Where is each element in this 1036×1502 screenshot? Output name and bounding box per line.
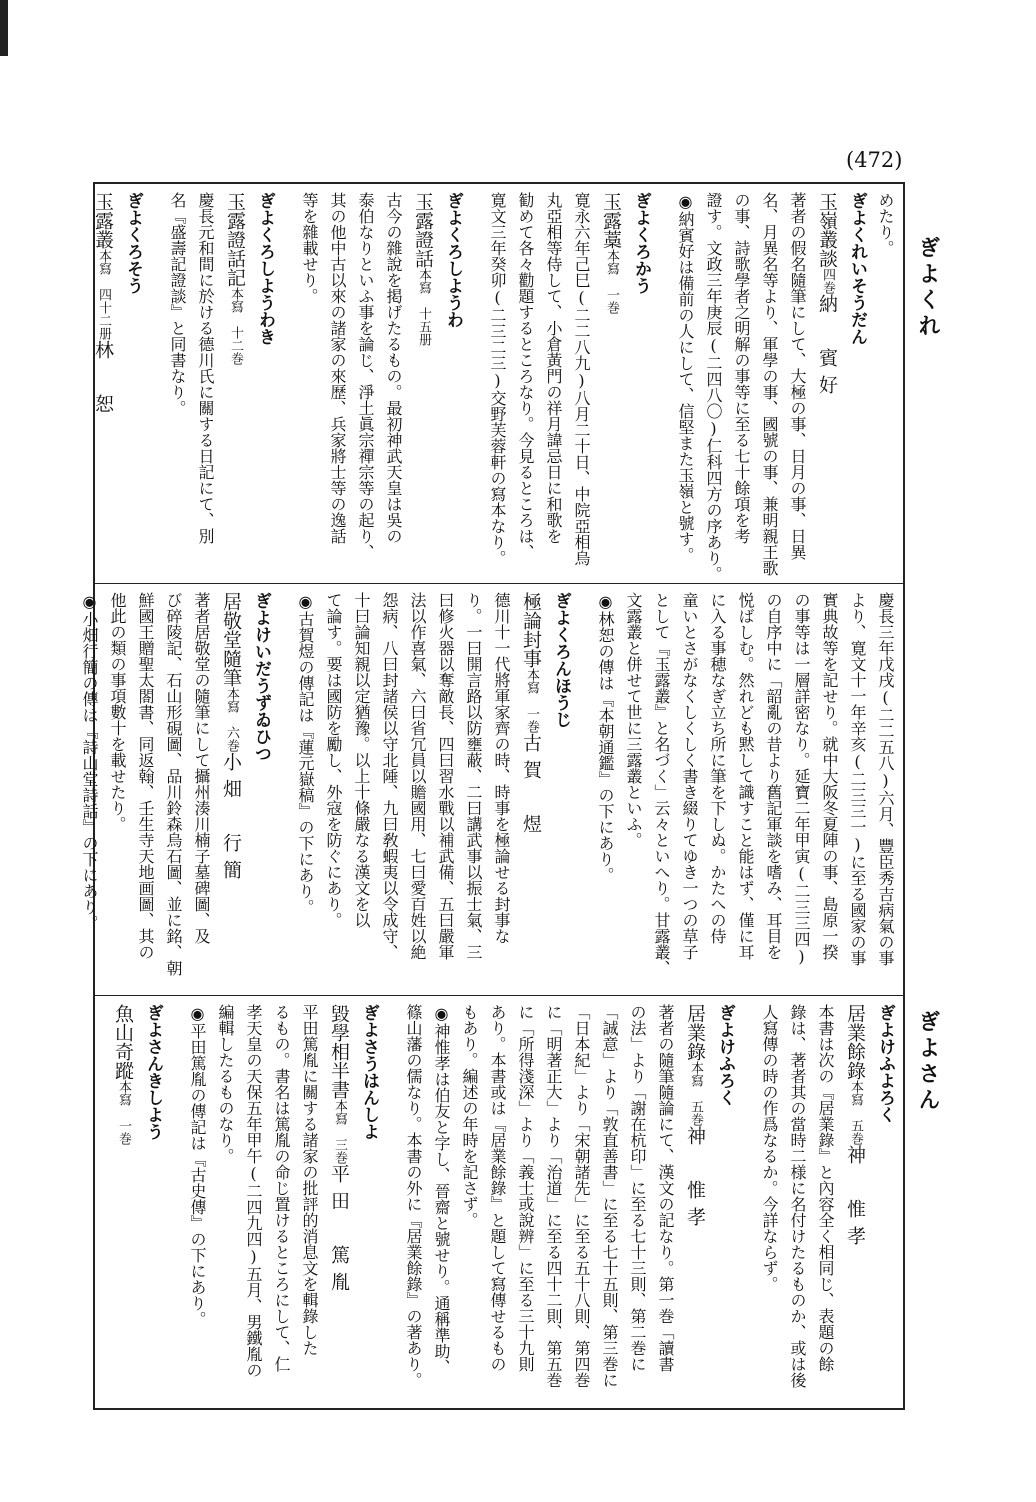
- entry-heading-reading: ぎよくれいそうだん: [847, 192, 867, 345]
- entry-text-line: 十曰論知親以定猶豫。以上十條嚴なる漢文を以: [352, 592, 371, 928]
- entry-text-line: るもの。書名は篤胤の命じ置けるところにして、仁: [272, 1004, 291, 1372]
- entry-separator: [149, 192, 161, 575]
- entry-text-line: 名、月異名等より、軍學の事、國號の事、兼明親王歌: [760, 192, 779, 576]
- entry-author: 神 惟孝: [684, 1126, 706, 1234]
- entry-text-line: の自序中に「韶亂の昔より舊記軍談を嗜み、耳目を: [764, 592, 783, 960]
- entry-text-line: 勧めて各々勸題するところなり。今見るところは、: [516, 192, 535, 560]
- entry-separator: [657, 192, 669, 575]
- entry-volume-info: 本寫 五巻: [848, 1080, 863, 1145]
- entry-title: [89, 192, 117, 575]
- entry-title-name: 玉露叢: [92, 192, 114, 249]
- entry-band-1: [92, 184, 903, 584]
- entry-title-name: 居業餘錄: [844, 1004, 866, 1080]
- page-number: (472): [846, 148, 903, 172]
- entry-text-line: 人寫傳の時の作爲なるか。今詳ならず。: [760, 1004, 779, 1292]
- entry-separator: [577, 592, 589, 987]
- entry-title-name: 毀學相半書: [328, 1004, 350, 1099]
- entry-text-line: 童いとさがなくしくしく書き綴りてゆき一つの草子: [680, 592, 699, 960]
- dictionary-page-frame: [80, 182, 905, 1410]
- entry-text-line: 他此の類の事項數十を載せたり。: [108, 592, 127, 832]
- entry-text-line: めたり。: [876, 192, 895, 256]
- scan-corner-mark: [0, 0, 8, 56]
- entry-title: [813, 192, 841, 575]
- entry-text-line: 著者の隨筆隨論にて、漢文の記なり。第一巻「讀書: [656, 1004, 675, 1372]
- entry-text-line: 鮮國王贈聖太閤書、同返翰、壬生寺天地画圖、其の: [136, 592, 155, 960]
- entry-title-name: 魚山奇蹤: [112, 1004, 134, 1080]
- entry-text-line: ◉林恕の傳は『本朝通鑑』の下にあり。: [596, 592, 615, 883]
- entry-text-line: に「所得淺深」より「義士或說辨」に至る三十九則: [516, 1004, 535, 1372]
- entry-text-line: 平田篤胤に關する諸家の批評的消息文を輯錄した: [300, 1004, 319, 1356]
- entry-text-line: 泰伯なりといふ事を論じ、淨土眞宗禪宗等の起り、: [356, 192, 375, 560]
- entry-text-line: の事、詩歌學者之明解の事等に至る七十餘項を考: [732, 192, 751, 544]
- margin-index-label-top: ぎよくれ: [915, 236, 940, 340]
- margin-index-label-middle: ぎよさん: [915, 1010, 940, 1114]
- entry-title-name: 玉露藁: [600, 192, 622, 249]
- entry-text-line: の事等は一層詳密なり。延寶二年甲寅(二三三四): [792, 592, 811, 966]
- entry-author: 納 賓好: [816, 294, 838, 402]
- entry-heading-reading: ぎよけいだうずゐひつ: [251, 592, 271, 762]
- entry-text-line: 著者居敬堂の隨筆にして攝州湊川楠子墓碑圖、及: [192, 592, 211, 944]
- entry-title: [217, 592, 245, 987]
- entry-text-line: 寛文三年癸卯(二三二三)交野芙蓉軒の寫本なり。: [488, 192, 507, 566]
- entry-text-line: 曰修火器以奪敵長、四曰習水戰以補武備、五曰嚴軍: [436, 592, 455, 960]
- entry-author: 平田 篤胤: [328, 1164, 350, 1299]
- entry-title: [409, 192, 437, 575]
- entry-text-line: 其の他中古以來の諸家の來歷、兵家將士等の逸話: [328, 192, 347, 544]
- entry-text-line: 古今の雜說を掲げたるもの。最初神武天皇は吳の: [384, 192, 403, 544]
- entry-text-line: り。一曰開言路以防壅蔽、二曰講武事以振士氣、三: [464, 592, 483, 960]
- entry-band-3: [95, 996, 903, 1410]
- entry-text-line: に「明著正大」より「治道」に至る四十二則、第五巻: [544, 1004, 563, 1388]
- entry-text-line: び碎陵記、石山形硯圖、品川鈴森烏石圖、並に銘、朝: [164, 592, 183, 976]
- entry-text-line: ◉納賓好は備前の人にして、信堅また玉嶺と號す。: [676, 192, 695, 563]
- entry-title: [221, 192, 249, 575]
- entry-text-line: 著者の假名隨筆にして、大極の事、日月の事、日異: [788, 192, 807, 560]
- entry-separator: [277, 592, 289, 987]
- entry-text-line: として『玉露叢』と名づく」云々といへり。甘露叢、: [652, 592, 671, 976]
- entry-title: [325, 1004, 353, 1402]
- entry-volume-info: 本寫 十五册: [416, 268, 431, 346]
- entry-text-line: 篠山藩の儒なり。本書の外に『居業餘錄』の著あり。: [404, 1004, 423, 1388]
- entry-title: [597, 192, 625, 575]
- entry-text-line: ◉小畑行簡の傳は『詩山堂詩話』の下にあり。: [80, 592, 99, 931]
- entry-author: 神 惟孝: [844, 1145, 866, 1253]
- entry-title-name: 極論封事: [520, 592, 542, 668]
- entry-text-line: 文露叢と併せて世に三露叢といふ。: [624, 592, 643, 848]
- entry-text-line: より、寛文十一年辛亥(二三三一)に至る國家の事: [848, 592, 867, 966]
- entry-volume-info: 四巻: [820, 268, 835, 294]
- entry-title-name: 玉露證話: [412, 192, 434, 268]
- entry-heading-reading: ぎよけふろく: [715, 1004, 735, 1106]
- entry-heading-reading: ぎよくろかう: [631, 192, 651, 294]
- entry-heading-reading: ぎよさんきしよう: [143, 1004, 163, 1140]
- entry-text-line: 寛永六年己巳(二二八九)八月二十日、中院亞相烏: [572, 192, 591, 566]
- entry-author: 林 恕: [92, 340, 114, 421]
- entry-title-name: 居業錄: [684, 1004, 706, 1061]
- entry-text-line: の法」より「謝在杭印」に至る七十三則、第二巻に: [628, 1004, 647, 1372]
- entry-title-name: 玉露證話記: [224, 192, 246, 287]
- entry-separator: [169, 1004, 181, 1402]
- entry-separator: [741, 1004, 753, 1402]
- entry-text-line: ◉平田篤胤の傳記は『古史傳』の下にあり。: [188, 1004, 207, 1327]
- entry-title-name: 居敬堂隨筆: [220, 592, 242, 687]
- entry-heading-reading: ぎよけふよろく: [875, 1004, 895, 1123]
- entry-heading-reading: ぎよくろんほうじ: [551, 592, 571, 728]
- entry-heading-reading: ぎよくろしようわき: [255, 192, 275, 345]
- entry-title-name: 玉嶺叢談: [816, 192, 838, 268]
- entry-text-line: て論す。要は國防を勵し、外寇を防ぐにあり。: [324, 592, 343, 928]
- entry-text-line: 丸亞相等侍して、小倉黃門の祥月諱忌日に和歌を: [544, 192, 563, 544]
- entry-text-line: 孝天皇の天保五年甲午(二四九四)五月、男鐵胤の: [244, 1004, 263, 1378]
- entry-title: [109, 1004, 137, 1402]
- entry-volume-info: 本寫 四十二册: [96, 249, 111, 340]
- entry-text-line: 名『盛壽記證談』と同書なり。: [168, 192, 187, 416]
- entry-text-line: 「誠意」より「敦直善書」に至る七十五則、第三巻に: [600, 1004, 619, 1388]
- entry-volume-info: 本寫 十二巻: [228, 287, 243, 365]
- entry-heading-reading: ぎよくろそう: [123, 192, 143, 294]
- entry-text-line: 慶長元和間に於ける德川氏に關する日記にて、別: [196, 192, 215, 544]
- entry-text-line: 怨病、八曰封諸侯以守北陲、九曰敎蝦夷以令成守、: [380, 592, 399, 960]
- entry-volume-info: 本寫 一巻: [524, 668, 539, 733]
- entry-text-line: 實典故等を記せり。就中大阪冬夏陣の事、島原一揆: [820, 592, 839, 960]
- entry-text-line: 德川十一代將軍家齊の時、時事を極論せる封事な: [492, 592, 511, 944]
- entry-text-line: ◉古賀煜の傳記は『蓮元嶽稿』の下にあり。: [296, 592, 315, 915]
- entry-text-line: もあり。編述の年時を記さず。: [460, 1004, 479, 1228]
- entry-volume-info: 本寫 一巻: [116, 1080, 131, 1145]
- entry-text-line: 本書は次の『居業錄』と內容全く相同じ、表題の餘: [816, 1004, 835, 1372]
- entry-text-line: ◉神惟孝は伯友と字し、晉齋と號せり。通稱準助、: [432, 1004, 451, 1375]
- entry-text-line: 等を雜載せり。: [300, 192, 319, 304]
- entry-author: 古賀 煜: [520, 733, 542, 841]
- entry-text-line: あり。本書或は『居業餘錄』と題して寫傳せるもの: [488, 1004, 507, 1372]
- entry-text-line: 編輯したるものなり。: [216, 1004, 235, 1164]
- entry-text-line: 慶長三年戊戌(二二五八)六月、豐臣秀吉病氣の事: [876, 592, 895, 966]
- entry-heading-reading: ぎよさうはんしよ: [359, 1004, 379, 1140]
- entry-text-line: 法以作喜氣、六曰省冗員以贍國用、七曰愛百姓以絶: [408, 592, 427, 960]
- entry-title: [517, 592, 545, 987]
- entry-volume-info: 本寫 三巻: [332, 1099, 347, 1164]
- entry-separator: [281, 192, 293, 575]
- entry-text-line: 「日本紀」より「宋朝諸先」に至る五十八則、第四巻: [572, 1004, 591, 1388]
- entry-author: 小畑 行簡: [220, 752, 242, 887]
- entry-text-line: 錄は、著者其の當時二様に名付けたるものか、或は後: [788, 1004, 807, 1388]
- entry-text-line: 悦ばしむ。然れども黙して識すこと能はず、僅に耳: [736, 592, 755, 960]
- entry-heading-reading: ぎよくろしようわ: [443, 192, 463, 328]
- entry-volume-info: 本寫 五巻: [688, 1061, 703, 1126]
- entry-volume-info: 本寫 一巻: [604, 249, 619, 314]
- entry-separator: [469, 192, 481, 575]
- entry-text-line: 證す。文政三年庚辰(二四八〇)仁科四方の序あり。: [704, 192, 723, 582]
- entry-title: [841, 1004, 869, 1402]
- entry-volume-info: 本寫 六巻: [224, 687, 239, 752]
- entry-separator: [385, 1004, 397, 1402]
- entry-band-2: [80, 584, 903, 996]
- entry-text-line: に入る事穂なぎ立ち所に筆を下しぬ。かたへの侍: [708, 592, 727, 944]
- entry-title: [681, 1004, 709, 1402]
